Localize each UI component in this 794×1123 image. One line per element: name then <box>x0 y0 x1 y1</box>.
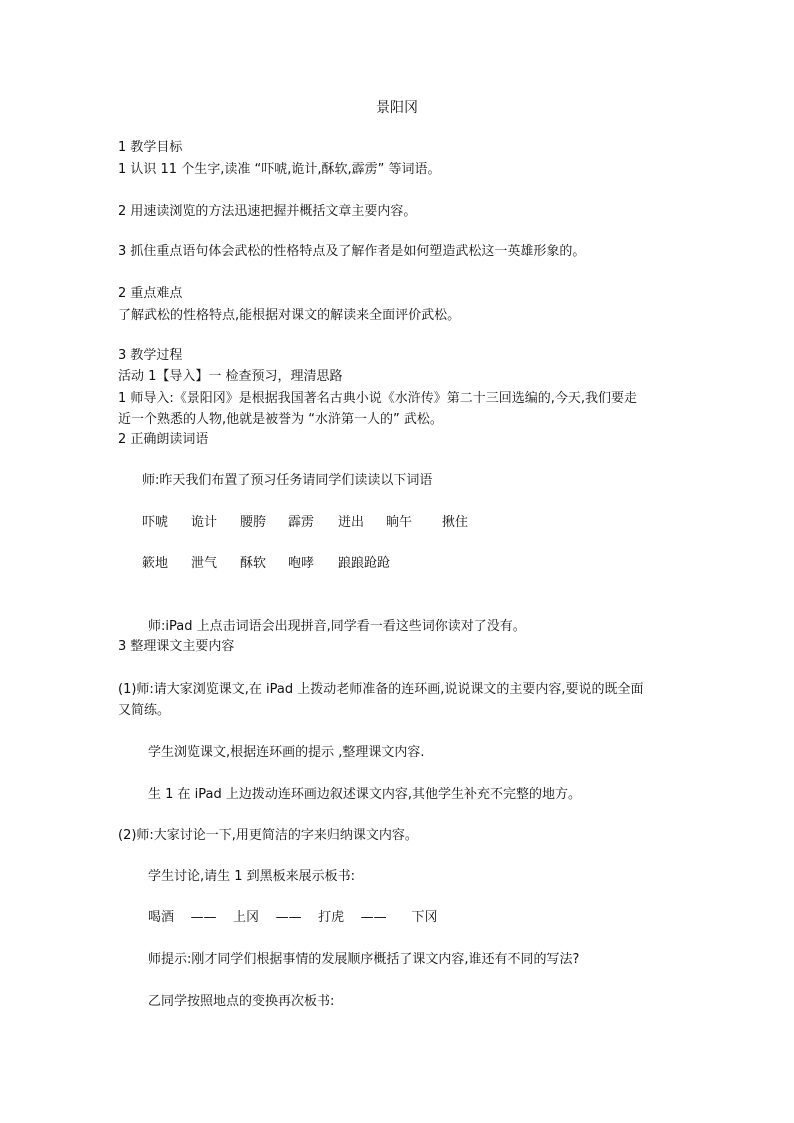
goal-1: 1 认识 11 个生字,读准 “吓唬,诡计,酥软,霹雳” 等词语。 <box>118 162 441 177</box>
word-item: 咆哮 <box>288 556 315 571</box>
word-item: 簌地 <box>142 556 169 571</box>
activity-title: 活动 1【导入】一 检查预习，理清思路 <box>118 369 343 384</box>
question-1-line-2: 又简练。 <box>118 703 171 718</box>
keypoints-text: 了解武松的性格特点,能根据对课文的解读来全面评价武松。 <box>118 308 461 323</box>
word-item: 霹雳 <box>288 515 315 530</box>
browse-instruction: 学生浏览课文,根据连环画的提示 ,整理课文内容. <box>148 745 425 760</box>
teacher-hint: 师提示:刚才同学们根据事情的发展顺序概括了课文内容,谁还有不同的写法? <box>148 952 580 967</box>
question-1-line-1: (1)师:请大家浏览课文,在 iPad 上拨动老师准备的连环画,说说课文的主要内容,要说的既全面 <box>118 682 644 697</box>
intro-line-2: 近一个熟悉的人物,他就是被誉为 “水浒第一人的” 武松。 <box>118 412 443 427</box>
ipad-note: 师:iPad 上点击词语会出现拼音,同学看一看这些词你读对了没有。 <box>148 619 526 634</box>
goal-3: 3 抓住重点语句体会武松的性格特点及了解作者是如何塑造武松这一英雄形象的。 <box>118 244 586 259</box>
section-heading-keypoints: 2 重点难点 <box>118 286 183 301</box>
word-item: 腰胯 <box>240 515 267 530</box>
word-item: 踉踉跄跄 <box>338 556 391 571</box>
teacher-task: 师:昨天我们布置了预习任务请同学们读读以下词语 <box>142 473 433 488</box>
organize-heading: 3 整理课文主要内容 <box>118 639 235 654</box>
section-heading-process: 3 教学过程 <box>118 348 183 363</box>
question-2: (2)师:大家讨论一下,用更简洁的字来归纳课文内容。 <box>118 828 418 843</box>
word-item: 晌午 <box>386 515 413 530</box>
word-item: 诡计 <box>191 515 218 530</box>
word-item: 泄气 <box>191 556 218 571</box>
student-2-activity: 乙同学按照地点的变换再次板书: <box>148 994 335 1009</box>
discussion-instruction: 学生讨论,请生 1 到黑板来展示板书: <box>148 869 356 884</box>
word-item: 酥软 <box>240 556 267 571</box>
board-sequence: 喝酒 —— 上冈 —— 打虎 —— 下冈 <box>148 910 438 925</box>
student-1-activity: 生 1 在 iPad 上边拨动连环画边叙述课文内容,其他学生补充不完整的地方。 <box>148 787 582 802</box>
read-heading: 2 正确朗读词语 <box>118 432 209 447</box>
word-item: 吓唬 <box>142 515 169 530</box>
intro-line-1: 1 师导入:《景阳冈》是根据我国著名古典小说《水浒传》第二十三回选编的,今天,我们要走 <box>118 391 638 406</box>
word-item: 揪住 <box>442 515 469 530</box>
word-item: 迸出 <box>338 515 365 530</box>
section-heading-goals: 1 教学目标 <box>118 140 183 155</box>
goal-2: 2 用速读浏览的方法迅速把握并概括文章主要内容。 <box>118 204 417 219</box>
page-title: 景阳冈 <box>376 100 418 116</box>
